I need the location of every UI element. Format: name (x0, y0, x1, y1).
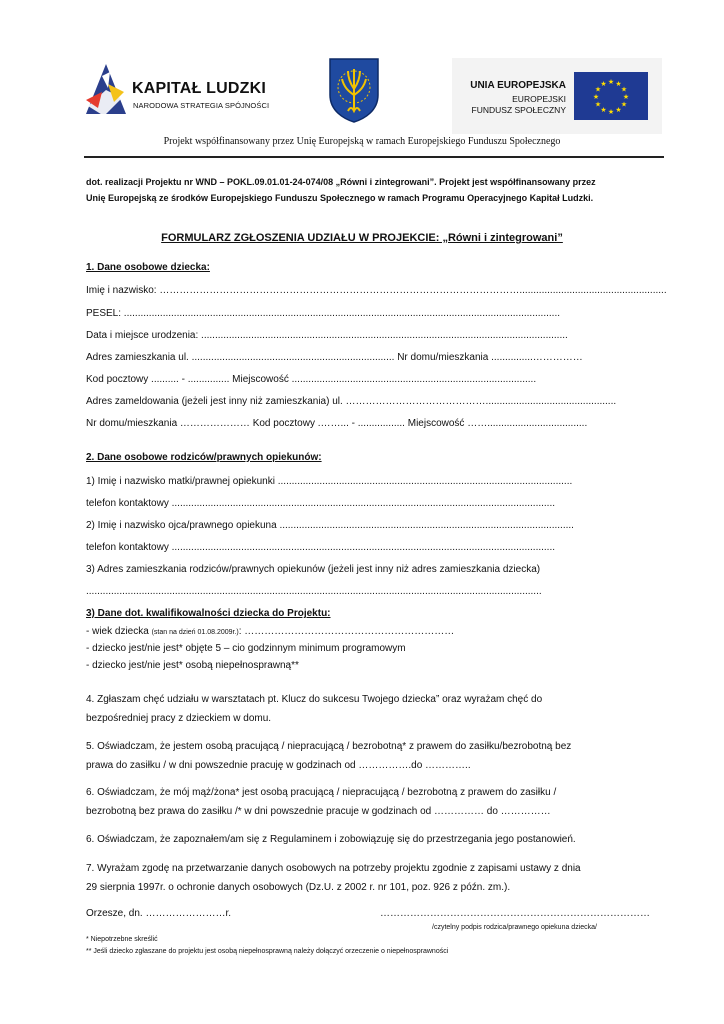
eu-logo-block (452, 58, 662, 134)
eu-star-icon: ★ (622, 94, 630, 101)
declaration-4 (86, 691, 646, 728)
section-3-heading: 3) Dane dot. kwalifikowalności dziecka do Projektu: (86, 608, 331, 619)
declaration-7 (86, 860, 646, 897)
place-date-field[interactable]: Orzesze, dn. ……………………r. (86, 908, 232, 919)
eu-star-icon: ★ (592, 94, 600, 101)
declaration-7-line-1: 7. Wyrażam zgodę na przetwarzanie danych osobowych na potrzeby projektu zgodnie z zapisami ustawy z dnia (86, 863, 581, 874)
child-postal-field[interactable]: Kod pocztowy .......... - ............... Miejscowość ........................................................................................ (86, 374, 537, 385)
eu-star-icon: ★ (607, 79, 615, 86)
coat-of-arms-icon (328, 57, 380, 123)
eu-star-icon: ★ (594, 101, 602, 109)
father-phone-field[interactable]: telefon kontaktowy .......................................................................................................................................... (86, 542, 556, 553)
child-age-label: - wiek dziecka (86, 626, 152, 637)
declaration-6a (86, 784, 646, 821)
kapital-ludzki-subtitle: NARODOWA STRATEGIA SPÓJNOŚCI (133, 101, 270, 110)
child-age-blank: : ……………………………………………………… (238, 626, 455, 637)
signature-caption: /czytelny podpis rodzica/prawnego opiekuna dziecka/ (432, 924, 597, 931)
project-intro (86, 174, 642, 206)
child-registered-postal-field[interactable]: Nr domu/mieszkania ………………… Kod pocztowy .……... - ................. Miejscowość …….................................... (86, 418, 588, 429)
child-age-date-note: (stan na dzień 01.08.2009r.) (151, 629, 239, 636)
declaration-7-line-2: 29 sierpnia 1997r. o ochronie danych osobowych (Dz.U. z 2002 r. nr 101, poz. 926 z późn. zm.). (86, 881, 511, 893)
mother-phone-field[interactable]: telefon kontaktowy .......................................................................................................................................... (86, 498, 556, 509)
eu-star-icon: ★ (600, 106, 607, 114)
declaration-6a-line-1: 6. Oświadczam, że mój mąż/żona* jest osobą pracującą / niepracującą / bezrobotną z prawem do zasiłku / (86, 787, 557, 798)
declaration-5 (86, 738, 646, 775)
footnote-2: ** Jeśli dziecko zgłaszane do projektu jest osobą niepełnosprawną należy dołączyć orzeczenie o niepełnosprawności (86, 948, 449, 955)
kapital-ludzki-emblem (84, 62, 128, 120)
declaration-6a-line-2: bezrobotną bez prawa do zasiłku /* w dni powszednie pracuje w godzinach od …………… do …………… (86, 805, 551, 817)
declaration-4-line-1: 4. Zgłaszam chęć udziału w warsztatach pt. Klucz do sukcesu Twojego dziecka” oraz wyrażam chęć do (86, 694, 543, 705)
child-birth-field[interactable]: Data i miejsce urodzenia: .................................................................................................................................... (86, 330, 568, 341)
child-registered-address-field[interactable]: Adres zameldowania (jeżeli jest inny niż zamieszkania) ul. ……………………………………............................................... (86, 396, 617, 407)
minimum-programme-statement: - dziecko jest/nie jest* objęte 5 – cio godzinnym minimum programowym (86, 643, 406, 654)
parents-address-field[interactable]: .................................................................................................................................................................... (86, 586, 542, 597)
disability-statement: - dziecko jest/nie jest* osobą niepełnosprawną** (86, 660, 299, 671)
header-divider (84, 156, 664, 158)
intro-line-2: Unię Europejską ze środków Europejskiego Funduszu Społecznego w ramach Programu Operacyjnego Kapitał Ludzki. (86, 193, 594, 203)
child-age-field[interactable] (86, 626, 454, 637)
form-title: FORMULARZ ZGŁOSZENIA UDZIAŁU W PROJEKCIE: „Równi i zintegrowani” (161, 232, 563, 244)
intro-line-1: dot. realizacji Projektu nr WND – POKL.09.01.01-24-074/08 „Równi i zintegrowani”. Projekt jest współfinansowany przez (86, 177, 596, 187)
child-address-field[interactable]: Adres zamieszkania ul. ......................................................................... Nr domu/mieszkania ...............…………… (86, 352, 583, 363)
kapital-ludzki-logo (84, 62, 284, 120)
declaration-6b (86, 831, 646, 850)
eu-flag-icon (574, 72, 648, 120)
declaration-6b-line-1: 6. Oświadczam, że zapoznałem/am się z Regulaminem i zobowiązuję się do przestrzegania jego postanowień. (86, 834, 576, 845)
declaration-4-line-2: bezpośredniej pracy z dzieckiem w domu. (86, 712, 272, 724)
child-name-field[interactable]: Imię i nazwisko: ………………………………………………………………………………………………..................................................... (86, 285, 667, 296)
eu-star-icon: ★ (620, 86, 628, 94)
parents-address-label: 3) Adres zamieszkania rodziców/prawnych opiekunów (jeżeli jest inny niż adres zamieszkania dziecka) (86, 564, 541, 575)
signature-field[interactable]: ……………………………………………………………………… (380, 908, 650, 919)
eu-star-icon: ★ (594, 86, 602, 94)
child-pesel-field[interactable]: PESEL: ............................................................................................................................................................. (86, 308, 560, 319)
kapital-ludzki-title: KAPITAŁ LUDZKI (132, 80, 267, 97)
eu-star-icon: ★ (607, 109, 615, 116)
section-2-heading: 2. Dane osobowe rodziców/prawnych opiekunów: (86, 452, 322, 463)
eu-star-icon: ★ (615, 106, 622, 114)
declaration-5-line-2: prawa do zasiłku / w dni powszednie pracuję w godzinach od …………….do ………….. (86, 759, 471, 771)
eu-title: UNIA EUROPEJSKA (470, 80, 566, 91)
eu-line3: FUNDUSZ SPOŁECZNY (471, 105, 566, 115)
cofinance-note: Projekt współfinansowany przez Unię Europejską w ramach Europejskiego Funduszu Społecznego (163, 136, 561, 147)
eu-star-icon: ★ (600, 81, 607, 89)
mother-name-field[interactable]: 1) Imię i nazwisko matki/prawnej opiekunki .......................................................................................................... (86, 476, 573, 487)
eu-star-icon: ★ (620, 101, 628, 109)
eu-line2: EUROPEJSKI (512, 94, 566, 104)
section-1-heading: 1. Dane osobowe dziecka: (86, 262, 210, 273)
eu-star-icon: ★ (615, 81, 622, 89)
footnote-1: * Niepotrzebne skreślić (86, 936, 158, 943)
declaration-5-line-1: 5. Oświadczam, że jestem osobą pracującą / niepracującą / bezrobotną* z prawem do zasiłku/bezrobotną bez (86, 741, 572, 752)
father-name-field[interactable]: 2) Imię i nazwisko ojca/prawnego opiekuna .......................................................................................................... (86, 520, 574, 531)
